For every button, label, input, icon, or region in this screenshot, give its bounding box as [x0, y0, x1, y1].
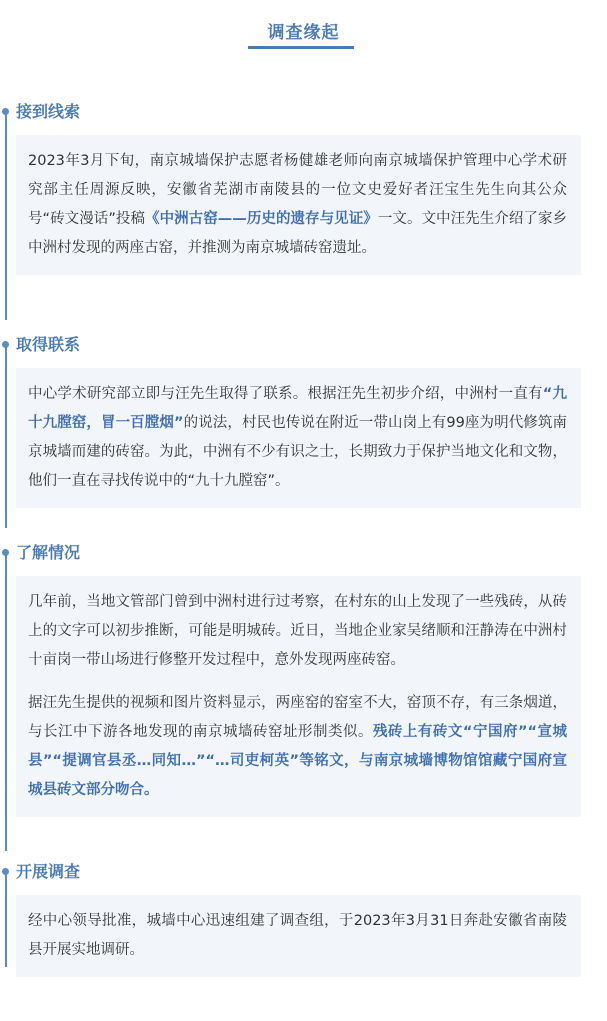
section-timeline-line — [5, 553, 7, 851]
title-underline — [248, 46, 354, 49]
section-content-box — [16, 135, 581, 275]
paragraph-text: 中心学术研究部立即与汪先生取得了联系。根据汪先生初步介绍，中洲村一直有 — [28, 386, 543, 402]
section-paragraph — [28, 588, 567, 675]
section-timeline-line — [5, 872, 7, 967]
section-timeline-line — [5, 112, 7, 320]
section-content-box — [16, 368, 581, 508]
header — [0, 0, 607, 60]
highlighted-text: 残砖上有砖文“宁国府”“宣城县”“提调官县丞…同知…”“…司吏柯英”等铭文，与南京城墙博物馆馆藏宁国府宣城县砖文部分吻合。 — [28, 724, 567, 798]
paragraph-text: 经中心领导批准，城墙中心迅速组建了调查组，于2023年3月31日奔赴安徽省南陵县开展实地调研。 — [28, 913, 567, 958]
section-content-box — [16, 576, 581, 817]
paragraph-text: 几年前，当地文管部门曾到中洲村进行过考察，在村东的山上发现了一些残砖，从砖上的文字可以初步推断，可能是明城砖。近日，当地企业家吴绪顺和汪静涛在中洲村十亩岗一带山场进行修整开发过程中，意外发现两座砖窑。 — [28, 594, 567, 668]
section-bullet-dot-icon — [2, 549, 9, 556]
paragraph-text: 的说法，村民也传说在附近一带山岗上有99座为明代修筑南京城墙而建的砖窑。为此，中洲有不少有识之士，长期致力于保护当地文化和文物，他们一直在寻找传说中的“九十九膛窑”。 — [28, 415, 568, 489]
section-bullet-dot-icon — [2, 341, 9, 348]
section-paragraph — [28, 147, 567, 263]
section-title: 开展调查 — [16, 862, 81, 881]
section-paragraph — [28, 907, 567, 965]
section-paragraph — [28, 380, 567, 496]
highlighted-text: “九十九膛窑，冒一百膛烟” — [28, 386, 568, 431]
paragraph-text: 据汪先生提供的视频和图片资料显示，两座窑的窑室不大，窑顶不存，有三条烟道，与长江中下游各地发现的南京城墙砖窑址形制类似。 — [28, 695, 567, 740]
page-title: 调查缘起 — [267, 23, 340, 43]
section-bullet-dot-icon — [2, 868, 9, 875]
paragraph-text: 一文。文中汪先生介绍了家乡中洲村发现的两座古窑，并推测为南京城墙砖窑遗址。 — [28, 211, 567, 256]
section-content-box — [16, 895, 581, 977]
section-timeline-line — [5, 345, 7, 528]
paragraph-text: 2023年3月下旬，南京城墙保护志愿者杨健雄老师向南京城墙保护管理中心学术研究部主任周源反映，安徽省芜湖市南陵县的一位文史爱好者汪宝生先生向其公众号“砖文漫话”投稿 — [28, 153, 567, 227]
section-title: 取得联系 — [16, 335, 81, 354]
section-title: 接到线索 — [16, 102, 81, 121]
section-title: 了解情况 — [16, 543, 81, 562]
section-bullet-dot-icon — [2, 108, 9, 115]
section-paragraph — [28, 689, 567, 805]
highlighted-text: 《中洲古窑——历史的遗存与见证》 — [145, 211, 378, 227]
